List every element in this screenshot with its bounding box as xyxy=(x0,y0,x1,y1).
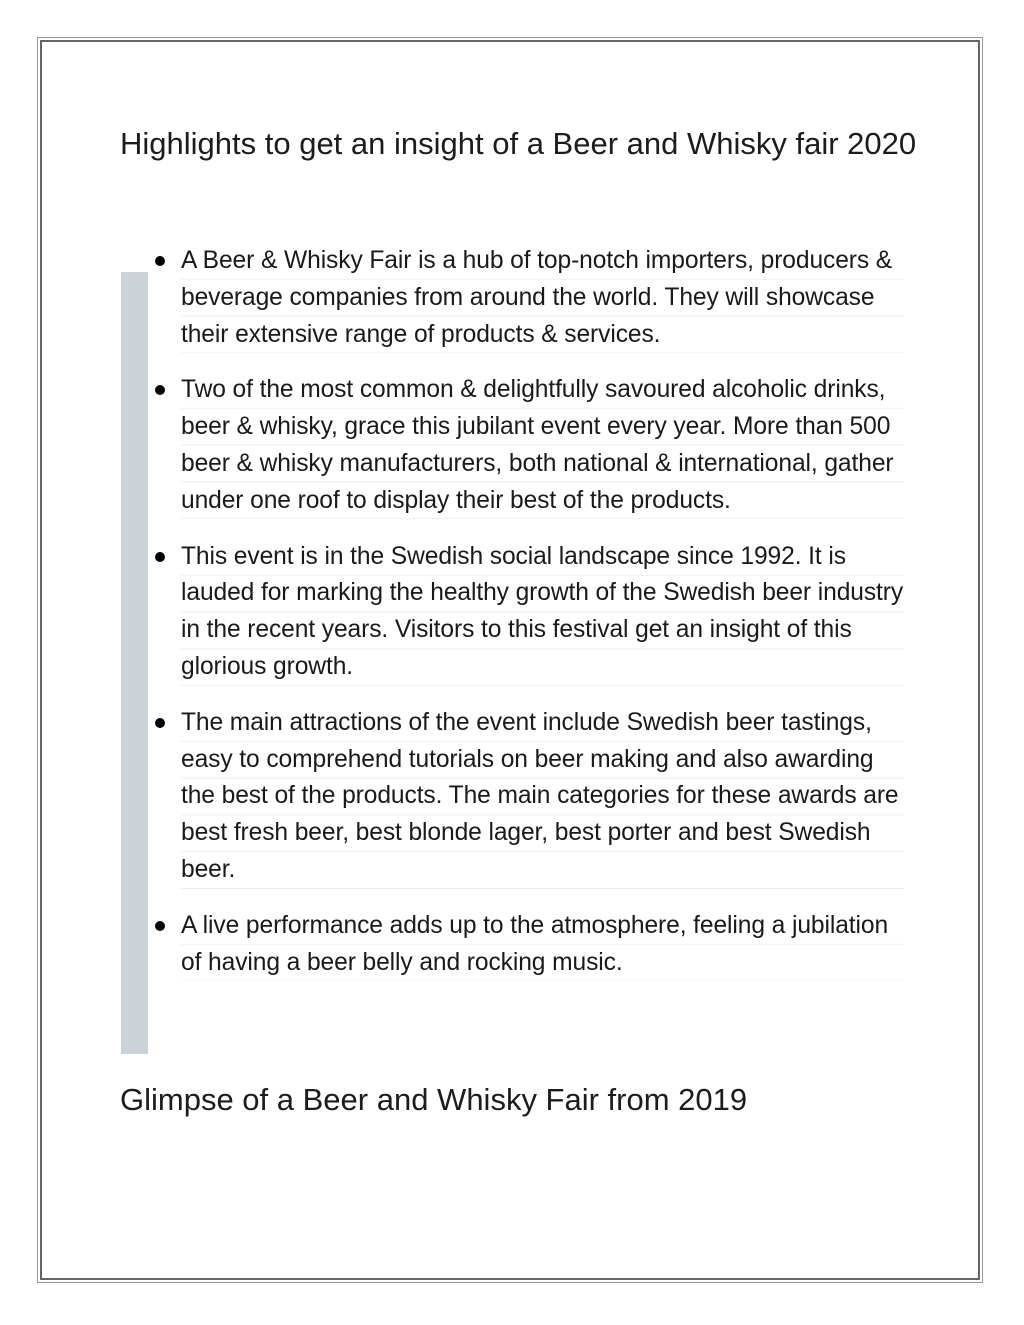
bullet-icon xyxy=(155,552,165,562)
side-accent-bar xyxy=(121,272,148,1054)
list-item-text: A Beer & Whisky Fair is a hub of top-notch importers, producers & beverage companies from around the world. They will showcase their extensive range of products & services. xyxy=(181,243,904,353)
bullet-icon xyxy=(155,718,165,728)
highlights-list xyxy=(148,243,904,1000)
list-item xyxy=(148,539,904,686)
list-item xyxy=(148,908,904,982)
list-item xyxy=(148,243,904,353)
list-item-text: A live performance adds up to the atmosphere, feeling a jubilation of having a beer belly and rocking music. xyxy=(181,908,904,982)
list-item-text: The main attractions of the event include Swedish beer tastings, easy to comprehend tutorials on beer making and also awarding the best of the products. The main categories for these awards are best fresh beer, best blonde lager, best porter and best Swedish beer. xyxy=(181,705,904,889)
list-item-text: Two of the most common & delightfully savoured alcoholic drinks, beer & whisky, grace this jubilant event every year. More than 500 beer & whisky manufacturers, both national & international, gather under one roof to display their best of the products. xyxy=(181,372,904,519)
bullet-icon xyxy=(155,921,165,931)
bullet-icon xyxy=(155,256,165,266)
list-item xyxy=(148,372,904,519)
bullet-icon xyxy=(155,385,165,395)
page-title: Highlights to get an insight of a Beer and Whisky fair 2020 xyxy=(120,126,917,161)
list-item xyxy=(148,705,904,889)
list-item-text: This event is in the Swedish social landscape since 1992. It is lauded for marking the healthy growth of the Swedish beer industry in the recent years. Visitors to this festival get an insight of this glorious growth. xyxy=(181,539,904,686)
section-subheading: Glimpse of a Beer and Whisky Fair from 2019 xyxy=(120,1082,748,1117)
